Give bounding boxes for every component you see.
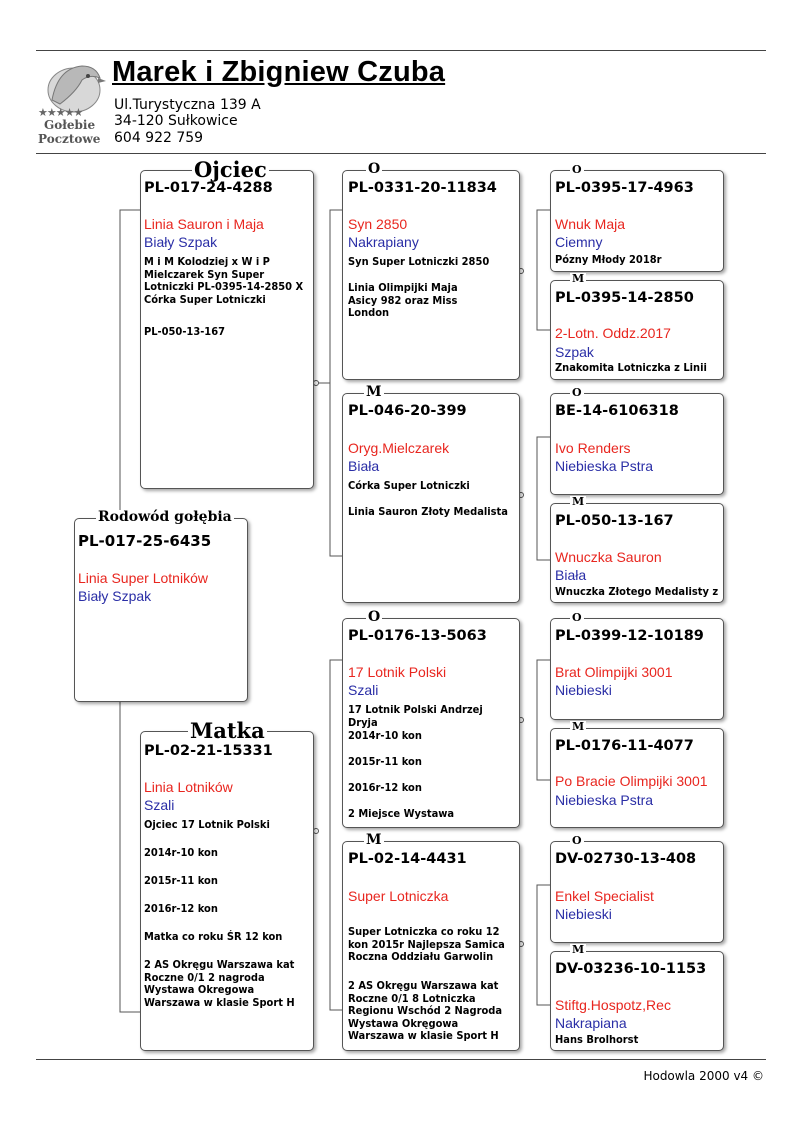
fff-ring: PL-0395-17-4963 <box>555 180 694 196</box>
ffm-note: Znakomita Lotniczka z Linii <box>555 361 707 374</box>
ffm-color: Szpak <box>555 344 594 360</box>
ff-line: Syn 2850 <box>348 216 408 232</box>
mf-note: 17 Lotnik Polski Andrzej Dryja <box>348 703 483 729</box>
ff-color: Nakrapiany <box>348 234 419 250</box>
fmm-note: Wnuczka Złotego Medalisty z <box>555 585 719 598</box>
subject-line: Linia Super Lotników <box>78 570 208 586</box>
mff-line: Brat Olimpijki 3001 <box>555 664 673 680</box>
father-note: PL-050-13-167 <box>144 325 225 338</box>
fm-label: M <box>366 384 382 400</box>
mmm-ring: DV-03236-10-1153 <box>555 961 707 977</box>
mf-note: 2 Miejsce Wystawa <box>348 807 455 820</box>
mmf-color: Niebieski <box>555 906 612 922</box>
mf-ring: PL-0176-13-5063 <box>348 628 487 644</box>
fm-line: Oryg.Mielczarek <box>348 440 450 456</box>
logo-stars: ★★★★★ <box>38 107 83 119</box>
ffm-ring: PL-0395-14-2850 <box>555 290 694 306</box>
mmm-label: M <box>572 943 585 956</box>
fmf-ring: BE-14-6106318 <box>555 403 679 419</box>
mother-label: Matka <box>190 718 265 743</box>
mother-note: 2015r-11 kon <box>144 874 218 887</box>
mf-note: 2014r-10 kon <box>348 729 422 742</box>
fmf-line: Ivo Renders <box>555 440 631 456</box>
fmm-ring: PL-050-13-167 <box>555 513 674 529</box>
mf-color: Szali <box>348 682 379 698</box>
subject-color: Biały Szpak <box>78 588 152 604</box>
mm-note: 2 AS Okręgu Warszawa kat Roczne 0/1 8 Lotniczka Regionu Wschód 2 Nagroda Wystawa Okręgowa Warszawa w klasie Sport H <box>348 979 503 1042</box>
mff-ring: PL-0399-12-10189 <box>555 628 704 644</box>
mf-label: O <box>368 609 381 625</box>
logo <box>38 56 108 148</box>
father-label: Ojciec <box>194 157 267 182</box>
father-ring: PL-017-24-4288 <box>144 180 273 196</box>
fmm-label: M <box>572 495 585 508</box>
mfm-line: Po Bracie Olimpijki 3001 <box>555 773 708 789</box>
fff-line: Wnuk Maja <box>555 216 626 232</box>
mf-line: 17 Lotnik Polski <box>348 664 447 680</box>
father-note: M i M Kolodziej x W i P Mielczarek Syn Super Lotniczki PL-0395-14-2850 X Córka Super Lotniczki <box>144 255 304 306</box>
mmm-note: Hans Brolhorst <box>555 1033 639 1046</box>
mmm-color: Nakrapiana <box>555 1015 627 1031</box>
father-line: Linia Sauron i Maja <box>144 216 264 232</box>
ffm-label: M <box>572 272 585 285</box>
subject-label: Rodowód gołębia <box>98 509 232 525</box>
mm-ring: PL-02-14-4431 <box>348 851 467 867</box>
bottom-rule <box>36 1059 766 1060</box>
ff-note: Syn Super Lotniczki 2850 <box>348 255 490 268</box>
fm-card <box>342 393 520 603</box>
logo-text-1: Gołebie <box>44 118 96 132</box>
ffm-line: 2-Lotn. Oddz.2017 <box>555 325 671 341</box>
mmm-line: Stiftg.Hospotz,Rec <box>555 997 671 1013</box>
mother-line: Linia Lotników <box>144 779 233 795</box>
mother-note: 2014r-10 kon <box>144 846 218 859</box>
mother-note: 2016r-12 kon <box>144 902 218 915</box>
fmf-color: Niebieska Pstra <box>555 458 654 474</box>
mother-note: Ojciec 17 Lotnik Polski <box>144 818 270 831</box>
mff-color: Niebieski <box>555 682 612 698</box>
mm-note: Super Lotniczka co roku 12 kon 2015r Najlepsza Samica Roczna Oddziału Garwolin <box>348 925 505 963</box>
mfm-color: Niebieska Pstra <box>555 792 654 808</box>
fm-color: Biała <box>348 458 380 474</box>
ff-label: O <box>368 161 381 177</box>
fff-note: Pózny Młody 2018r <box>555 253 662 266</box>
fm-ring: PL-046-20-399 <box>348 403 467 419</box>
mfm-ring: PL-0176-11-4077 <box>555 738 694 754</box>
phone: 604 922 759 <box>114 130 204 146</box>
top-rule <box>36 50 766 51</box>
father-color: Biały Szpak <box>144 234 218 250</box>
mother-note: Matka co roku ŚR 12 kon <box>144 930 283 943</box>
fff-color: Ciemny <box>555 234 603 250</box>
subject-ring: PL-017-25-6435 <box>78 532 212 550</box>
footer-credit: Hodowla 2000 v4 © <box>643 1069 764 1083</box>
mmf-ring: DV-02730-13-408 <box>555 851 697 867</box>
mother-color: Szali <box>144 797 175 813</box>
mother-ring: PL-02-21-15331 <box>144 743 273 759</box>
ff-note: Linia Olimpijki Maja Asicy 982 oraz Miss London <box>348 281 458 319</box>
fmm-line: Wnuczka Sauron <box>555 549 662 565</box>
mff-label: O <box>572 611 582 624</box>
mm-line: Super Lotniczka <box>348 888 449 904</box>
mmf-label: O <box>572 834 582 847</box>
mf-note: 2016r-12 kon <box>348 781 422 794</box>
mm-label: M <box>366 832 382 848</box>
mother-note: 2 AS Okręgu Warszawa kat Roczne 0/1 2 nagroda Wystawa Okregowa Warszawa w klasie Sport H <box>144 958 295 1009</box>
fm-note: Córka Super Lotniczki <box>348 479 470 492</box>
owner-name: Marek i Zbigniew Czuba <box>112 56 446 88</box>
address-city: 34-120 Sułkowice <box>114 113 238 129</box>
logo-text-2: Pocztowe <box>38 132 101 146</box>
fff-label: O <box>572 163 582 176</box>
header-rule <box>36 153 766 154</box>
mfm-label: M <box>572 720 585 733</box>
fmf-label: O <box>572 386 582 399</box>
ff-card <box>342 170 520 380</box>
mf-note: 2015r-11 kon <box>348 755 422 768</box>
address-street: Ul.Turystyczna 139 A <box>114 97 261 113</box>
mmf-line: Enkel Specialist <box>555 888 654 904</box>
ff-ring: PL-0331-20-11834 <box>348 180 497 196</box>
fm-note: Linia Sauron Złoty Medalista <box>348 505 508 518</box>
fmm-color: Biała <box>555 567 587 583</box>
